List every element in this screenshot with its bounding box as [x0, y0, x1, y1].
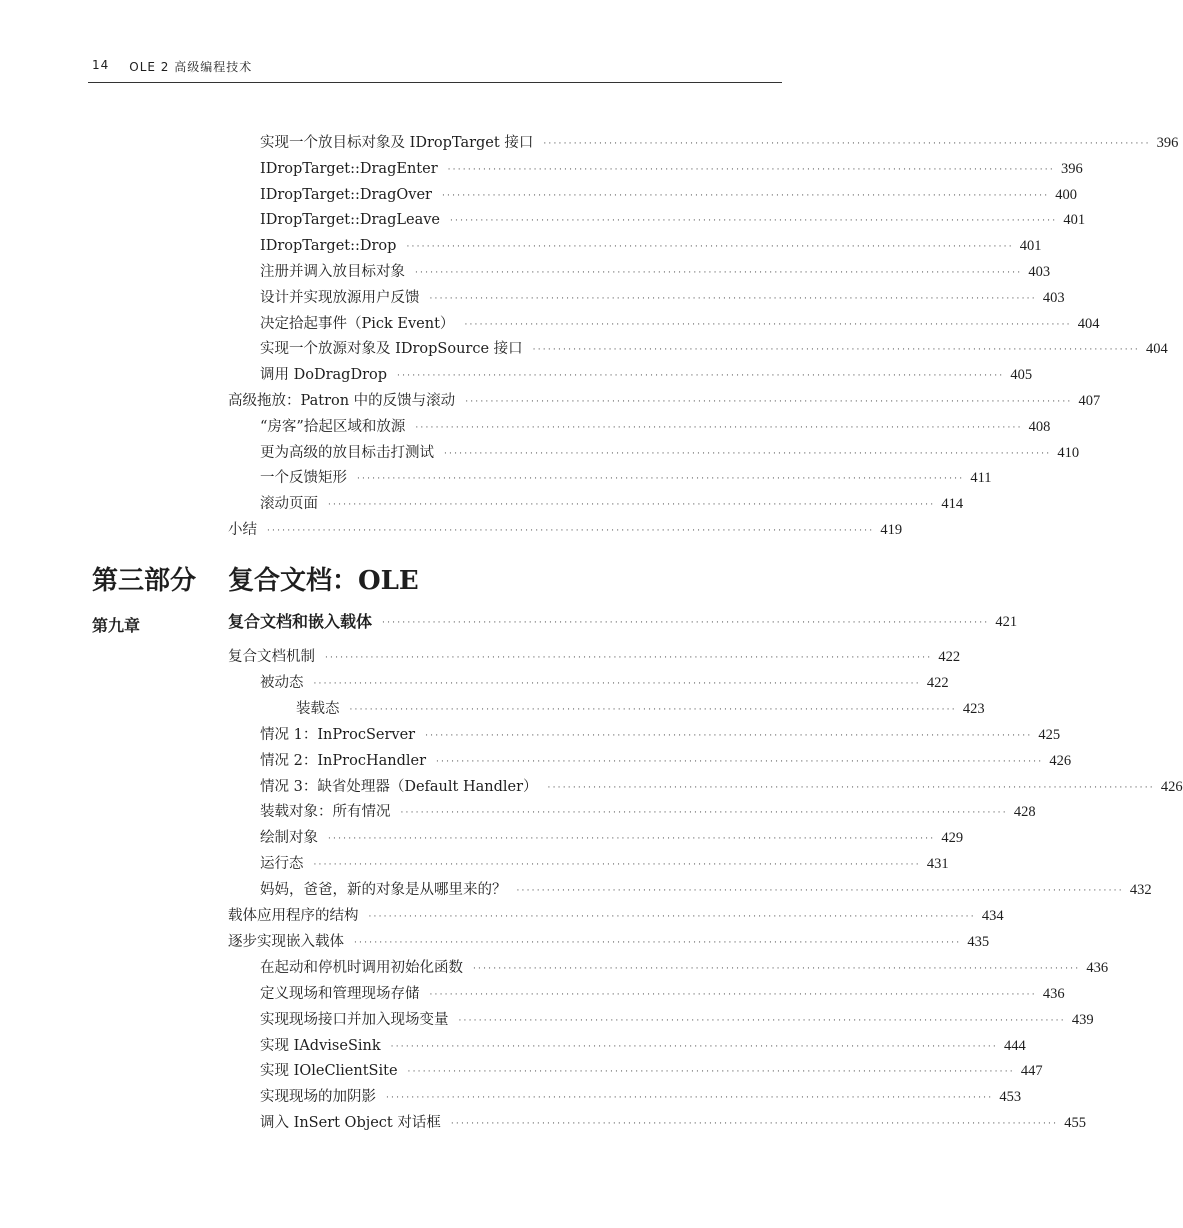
entry-page: 419 [880, 522, 903, 538]
entry-page: 455 [1064, 1115, 1086, 1132]
toc-entry[interactable] [228, 929, 990, 951]
toc-entry[interactable] [260, 465, 992, 487]
entry-page: 426 [1049, 752, 1072, 769]
entry-page: 425 [1038, 726, 1061, 743]
entry-page: 400 [1055, 186, 1078, 203]
entry-title: 情况 3：缺省处理器（Default Handler） [260, 778, 538, 795]
entry-title: 定义现场和管理现场存储 [260, 985, 420, 1002]
part-title: 复合文档：OLE [228, 566, 419, 596]
chapter-page: 421 [995, 614, 1018, 630]
leader-dots: ························································································································ [415, 268, 1023, 278]
leader-dots: ························································································································ [465, 397, 1073, 407]
toc-entry[interactable] [260, 491, 964, 513]
toc-entry[interactable] [260, 670, 949, 692]
entry-title: 一个反馈矩形 [260, 470, 347, 487]
leader-dots: ························································································································ [390, 1041, 998, 1052]
leader-dots: ························································································································ [313, 678, 921, 689]
leader-dots: ························································································································ [349, 704, 957, 715]
chapter-label: 第九章 [92, 616, 141, 635]
leader-dots: ························································································································ [415, 422, 1023, 433]
toc-entry[interactable] [260, 722, 1061, 744]
entry-title: IDropTarget::DragEnter [260, 160, 438, 177]
entry-title: 逐步实现嵌入载体 [228, 933, 344, 950]
leader-dots: ························································································································ [450, 216, 1058, 227]
entry-title: 实现一个放目标对象及 IDropTarget 接口 [260, 135, 534, 151]
entry-page: 401 [1063, 212, 1086, 229]
entry-title: 绘制对象 [260, 830, 318, 847]
entry-title: 实现一个放源对象及 IDropSource 接口 [260, 341, 523, 358]
toc-entry[interactable] [260, 285, 1065, 307]
entry-title: 实现 IOleClientSite [260, 1063, 398, 1080]
leader-dots: ························································································································ [444, 448, 1052, 459]
toc-entry[interactable] [260, 259, 1051, 281]
leader-dots: ························································································································ [429, 293, 1037, 304]
part-label: 第三部分 [92, 566, 197, 596]
entry-page: 411 [970, 470, 992, 487]
entry-page: 429 [941, 830, 964, 847]
leader-dots: ························································································································ [313, 860, 921, 871]
toc-entry[interactable] [260, 1033, 1026, 1055]
entry-page: 423 [962, 700, 985, 717]
leader-dots: ························································································································ [447, 164, 1055, 175]
toc-entry[interactable] [228, 517, 903, 539]
entry-page: 410 [1057, 444, 1080, 461]
entry-page: 407 [1078, 393, 1101, 409]
entry-page: 401 [1019, 238, 1042, 255]
entry-page: 414 [941, 496, 964, 513]
chapter-title: 复合文档和嵌入载体 [228, 612, 373, 631]
entry-title: 载体应用程序的结构 [228, 908, 359, 924]
entry-title: IDropTarget::Drop [260, 238, 397, 255]
toc-entry[interactable] [260, 362, 1033, 384]
entry-title: 滚动页面 [260, 496, 318, 513]
entry-title: 调入 InSert Object 对话框 [260, 1115, 441, 1132]
toc-entry[interactable] [260, 1007, 1094, 1029]
entry-title: IDropTarget::DragOver [260, 186, 432, 203]
leader-dots: ························································································································ [473, 963, 1081, 974]
leader-dots: ························································································································ [325, 653, 933, 663]
entry-title: 小结 [228, 522, 257, 538]
leader-dots: ························································································································ [547, 782, 1155, 793]
entry-title: 情况 1：InProcServer [260, 726, 416, 743]
toc-entry[interactable] [260, 799, 1036, 821]
entry-page: 422 [938, 649, 961, 665]
entry-page: 405 [1010, 367, 1033, 384]
part-heading [92, 560, 772, 597]
leader-dots: ························································································································ [406, 242, 1014, 253]
entry-page: 426 [1160, 778, 1183, 795]
toc-entry[interactable] [260, 182, 1078, 204]
entry-page: 428 [1013, 804, 1036, 821]
toc-entry[interactable] [260, 851, 949, 873]
entry-page: 396 [1156, 135, 1179, 151]
toc-entry[interactable] [260, 825, 964, 847]
toc-entry[interactable] [260, 414, 1051, 436]
page-number: 14 [92, 58, 110, 72]
entry-page: 422 [926, 674, 949, 691]
entry-title: 高级拖放：Patron 中的反馈与滚动 [228, 393, 456, 409]
leader-dots: ························································································································ [532, 345, 1140, 356]
toc-entry[interactable] [228, 388, 1101, 410]
entry-title: 在起动和停机时调用初始化函数 [260, 959, 463, 976]
toc-entry[interactable] [260, 207, 1086, 229]
toc-entry[interactable] [260, 748, 1072, 770]
toc-entry[interactable] [260, 774, 1183, 796]
leader-dots: ························································································································ [386, 1093, 994, 1104]
leader-dots: ························································································································ [450, 1119, 1059, 1130]
toc-entry[interactable] [260, 130, 1179, 152]
leader-dots: ························································································································ [328, 500, 936, 511]
entry-title: 运行态 [260, 856, 304, 873]
toc-entry[interactable] [228, 903, 1004, 925]
toc-entry[interactable] [228, 644, 961, 666]
entry-page: 447 [1020, 1063, 1043, 1080]
entry-title: IDropTarget::DragLeave [260, 212, 440, 229]
entry-page: 404 [1145, 341, 1168, 358]
entry-page: 434 [981, 908, 1004, 924]
toc-entry[interactable] [260, 440, 1080, 462]
entry-title: 决定拾起事件（Pick Event） [260, 315, 455, 332]
entry-title: 注册并调入放目标对象 [260, 264, 405, 280]
entry-title: “房客”拾起区域和放源 [260, 418, 406, 435]
leader-dots: ························································································································ [429, 989, 1037, 1000]
leader-dots: ························································································································ [458, 1015, 1066, 1026]
leader-dots: ························································································································ [425, 730, 1033, 741]
entry-title: 妈妈，爸爸，新的对象是从哪里来的？ [260, 882, 507, 899]
leader-dots: ························································································································ [382, 618, 990, 628]
leader-dots: ························································································································ [441, 190, 1050, 201]
entry-page: 436 [1086, 959, 1109, 976]
entry-page: 396 [1060, 160, 1083, 177]
entry-page: 439 [1071, 1011, 1094, 1028]
toc-entry[interactable] [260, 311, 1100, 333]
entry-page: 444 [1003, 1037, 1026, 1054]
entry-title: 被动态 [260, 674, 304, 691]
leader-dots: ························································································································ [354, 937, 962, 948]
leader-dots: ························································································································ [400, 808, 1008, 819]
entry-title: 装载对象：所有情况 [260, 804, 391, 821]
book-title: OLE 2 高级编程技术 [129, 60, 253, 74]
toc-entry[interactable] [260, 981, 1065, 1003]
leader-dots: ························································································································ [397, 371, 1005, 382]
leader-dots: ························································································································ [436, 756, 1044, 767]
entry-title: 复合文档机制 [228, 649, 315, 665]
entry-page: 436 [1042, 985, 1065, 1002]
toc-entry[interactable] [260, 1084, 1022, 1106]
leader-dots: ························································································································ [328, 834, 936, 845]
entry-page: 453 [999, 1089, 1022, 1106]
entry-page: 432 [1129, 882, 1152, 899]
entry-page: 403 [1042, 289, 1065, 306]
leader-dots: ························································································································ [407, 1067, 1015, 1078]
toc-entry[interactable] [260, 1110, 1086, 1132]
toc-entry[interactable] [260, 336, 1168, 358]
entry-page: 408 [1028, 418, 1051, 435]
entry-title: 实现现场的加阴影 [260, 1089, 376, 1106]
entry-title: 装载态 [296, 700, 340, 717]
leader-dots: ························································································································ [357, 474, 965, 485]
toc-entry[interactable] [260, 233, 1042, 255]
chapter-entry[interactable] [228, 609, 1018, 631]
entry-title: 实现现场接口并加入现场变量 [260, 1011, 449, 1028]
entry-title: 更为高级的放目标击打测试 [260, 444, 434, 461]
entry-title: 调用 DoDragDrop [260, 367, 388, 384]
running-header [92, 58, 782, 75]
leader-dots: ························································································································ [464, 319, 1072, 330]
toc-entry[interactable] [296, 696, 985, 718]
toc-entry[interactable] [260, 1058, 1043, 1080]
toc-entry[interactable] [260, 156, 1083, 178]
toc-entry[interactable] [260, 877, 1152, 899]
leader-dots: ························································································································ [368, 912, 976, 922]
leader-dots: ························································································································ [516, 886, 1124, 897]
entry-title: 实现 IAdviseSink [260, 1037, 381, 1054]
leader-dots: ························································································································ [543, 139, 1151, 149]
toc-entry[interactable] [260, 955, 1109, 977]
entry-page: 404 [1077, 315, 1100, 332]
entry-page: 431 [926, 856, 949, 873]
header-rule [88, 82, 782, 83]
entry-page: 435 [967, 933, 990, 950]
entry-page: 403 [1028, 264, 1051, 280]
leader-dots: ························································································································ [267, 526, 875, 536]
entry-title: 情况 2：InProcHandler [260, 752, 426, 769]
entry-title: 设计并实现放源用户反馈 [260, 289, 420, 306]
